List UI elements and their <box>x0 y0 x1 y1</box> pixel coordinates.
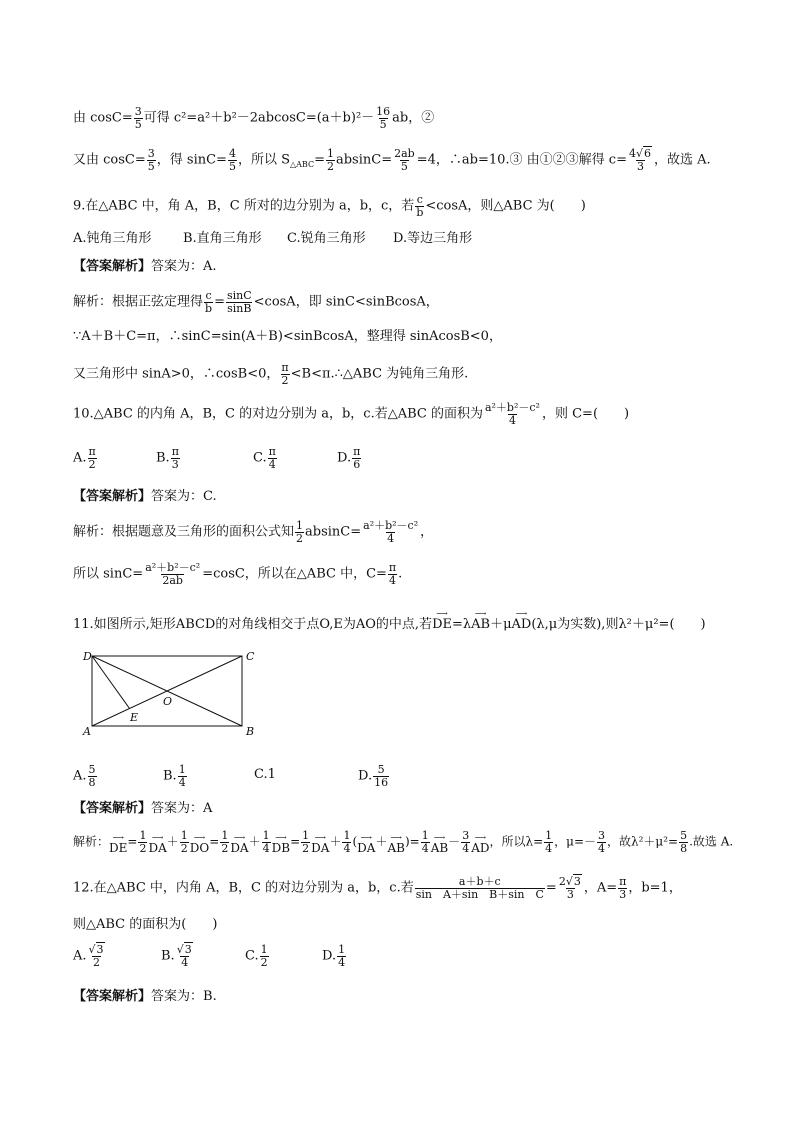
fraction <box>134 106 143 130</box>
answer-tag: 【答案解析】 <box>73 489 152 504</box>
question-9 <box>73 194 586 218</box>
denominator: 4 <box>268 457 276 471</box>
radicand: 6 <box>643 147 651 160</box>
text: )= <box>404 834 420 849</box>
vector-arrow: ⟶ <box>151 833 164 843</box>
label-a: A <box>83 725 91 738</box>
fraction <box>461 830 470 854</box>
fraction <box>268 446 277 470</box>
fraction <box>88 446 97 470</box>
vector-label: DA <box>357 841 376 856</box>
option-b <box>163 764 188 788</box>
numerator: √3 <box>176 943 192 956</box>
numerator: 1 <box>221 829 229 842</box>
denominator: 5 <box>400 159 408 173</box>
vector <box>432 610 452 631</box>
radicand: 3 <box>573 875 581 888</box>
fraction <box>88 764 97 788</box>
fraction <box>178 764 187 788</box>
text: 解析：根据正弦定理得 <box>73 294 204 310</box>
text: <B<π.∴△ABC 为钝角三角形. <box>290 366 469 382</box>
text: ，则 C=( ) <box>541 406 630 422</box>
denominator: 3 <box>636 159 644 173</box>
vector-arrow: ⟶ <box>474 833 487 843</box>
text: 又三角形中 sinA>0，∴cosB<0， <box>73 366 280 382</box>
denominator: b <box>416 205 424 219</box>
question-12-line-2: 则△ABC 的面积为( ) <box>73 917 218 932</box>
vector <box>272 834 290 854</box>
fraction <box>226 290 253 314</box>
text: = <box>209 834 220 849</box>
fraction <box>228 148 237 172</box>
denominator: 4 <box>545 841 553 855</box>
fraction <box>88 944 106 968</box>
denominator: 4 <box>389 573 397 587</box>
vector-arrow: ⟶ <box>515 609 528 618</box>
option-d <box>358 764 390 788</box>
vector-arrow: ⟶ <box>360 833 373 843</box>
fraction <box>484 402 541 426</box>
text: ，A= <box>583 880 618 896</box>
vector-label: DE <box>432 617 452 632</box>
fraction <box>421 830 430 854</box>
numerator: 3 <box>134 105 142 118</box>
text: 又由 cosC= <box>73 152 146 168</box>
solution-9-line-3 <box>73 362 468 386</box>
denominator: 5 <box>147 159 155 173</box>
fraction <box>375 106 391 130</box>
numerator: 1 <box>180 829 188 842</box>
option-label: B. <box>156 450 170 466</box>
fraction <box>388 562 397 586</box>
denominator: 3 <box>619 887 627 901</box>
numerator: a²＋b²－c² <box>484 401 540 414</box>
fraction <box>171 446 180 470</box>
option-label: A. <box>73 948 87 964</box>
numerator: 1 <box>343 829 351 842</box>
text: = <box>214 294 225 310</box>
answer-text: 答案为：C. <box>151 489 217 504</box>
radicand: 3 <box>96 943 104 956</box>
text: 解析： <box>73 834 110 849</box>
vector-arrow: ⟶ <box>275 833 287 843</box>
vector <box>387 834 404 854</box>
option-b <box>156 446 181 470</box>
text: 10.△ABC 的内角 A，B，C 的对边分别为 a，b，c.若△ABC 的面积为 <box>73 406 483 422</box>
text: ，所以λ= <box>489 834 544 849</box>
denominator: b <box>205 301 213 315</box>
denominator: 2 <box>281 373 289 387</box>
answer-10 <box>73 490 217 503</box>
fraction <box>544 830 553 854</box>
answer-11 <box>73 802 212 815</box>
denominator: 4 <box>508 413 516 427</box>
coefficient: 4 <box>628 147 636 160</box>
numerator: 16 <box>376 105 391 118</box>
answer-text: 答案为：B. <box>151 989 217 1004</box>
vector-arrow: ⟶ <box>233 833 246 843</box>
text: 9.在△ABC 中，角 A，B，C 所对的边分别为 a，b，c，若 <box>73 198 415 214</box>
denominator: 2 <box>221 841 229 855</box>
option-label: A. <box>73 450 87 466</box>
vector-label: AD <box>511 617 532 632</box>
fraction <box>415 194 424 218</box>
option-label: D. <box>322 948 337 964</box>
vector <box>471 610 490 631</box>
vector-label: AD <box>471 841 490 856</box>
answer-text: 答案为：A <box>151 801 213 816</box>
option-c: C.锐角三角形 <box>287 231 366 246</box>
vector-arrow: ⟶ <box>314 833 327 843</box>
numerator: sinC <box>226 289 252 302</box>
text: =cosC，所以在△ABC 中，C= <box>202 566 387 582</box>
vector-arrow: ⟶ <box>112 833 124 843</box>
numerator: c <box>205 289 212 302</box>
denominator: 4 <box>387 531 395 545</box>
subscript: △ABC <box>290 160 315 170</box>
fraction <box>362 520 419 544</box>
numerator: 1 <box>338 943 346 956</box>
option-a <box>73 446 98 470</box>
question-10 <box>73 402 629 426</box>
text: = <box>127 834 138 849</box>
fraction <box>147 148 156 172</box>
denominator: 4 <box>262 841 270 855</box>
option-label: C. <box>245 948 259 964</box>
fraction <box>144 562 201 586</box>
denominator: 2 <box>139 841 147 855</box>
option-label: C. <box>253 450 267 466</box>
option-c <box>245 944 270 968</box>
numerator: 1 <box>545 829 553 842</box>
text: . <box>398 566 403 582</box>
fraction <box>262 830 271 854</box>
denominator: 4 <box>181 955 189 969</box>
vector <box>311 834 329 854</box>
text: 11.如图所示,矩形ABCD的对角线相交于点O,E为AO的中点,若 <box>73 617 433 632</box>
fraction <box>352 446 361 470</box>
solution-line-cos <box>73 106 434 130</box>
denominator: 5 <box>379 117 387 131</box>
fraction <box>326 148 335 172</box>
numerator: 1 <box>139 829 147 842</box>
numerator: √3 <box>88 943 104 956</box>
text: ，b=1， <box>628 880 682 896</box>
text: =λ <box>451 617 472 632</box>
numerator: 3 <box>147 147 155 160</box>
fraction <box>176 944 194 968</box>
radicand: 3 <box>184 943 192 956</box>
fraction <box>138 830 147 854</box>
option-a <box>73 764 98 788</box>
denominator: 3 <box>171 457 179 471</box>
rectangle-figure <box>80 648 260 740</box>
text: － <box>448 834 461 849</box>
text: ＋μ <box>490 617 512 632</box>
numerator: π <box>281 361 289 374</box>
text: <cosA，则△ABC 为( ) <box>425 198 586 214</box>
text: = <box>314 152 325 168</box>
denominator: 4 <box>421 841 429 855</box>
fraction <box>220 830 229 854</box>
denominator: 2 <box>180 841 188 855</box>
option-label: D. <box>337 450 352 466</box>
solution-10-line-2 <box>73 562 402 586</box>
option-d: D.等边三角形 <box>393 231 473 246</box>
answer-9 <box>73 260 217 273</box>
numerator: 1 <box>302 829 310 842</box>
label-c: C <box>246 650 255 663</box>
text: 由 cosC= <box>73 110 133 126</box>
fraction <box>558 876 583 900</box>
text: 解析：根据题意及三角形的面积公式知 <box>73 524 295 540</box>
answer-tag: 【答案解析】 <box>73 801 152 816</box>
numerator: 5 <box>680 829 688 842</box>
label-d: D <box>83 650 92 663</box>
option-d <box>322 944 347 968</box>
option-d <box>337 446 362 470</box>
solution-10-line-1 <box>73 520 433 544</box>
option-label: B. <box>161 948 175 964</box>
vector <box>357 834 375 854</box>
text: <cosA，即 sinC<sinBcosA， <box>253 294 439 310</box>
denominator: sinB <box>227 301 252 315</box>
fraction <box>295 520 304 544</box>
text: ( <box>352 834 358 849</box>
answer-tag: 【答案解析】 <box>73 989 152 1004</box>
text: ，μ=－ <box>554 834 597 849</box>
fraction <box>342 830 351 854</box>
numerator: 1 <box>421 829 429 842</box>
fraction <box>618 876 627 900</box>
denominator: 2 <box>260 955 268 969</box>
denominator: 3 <box>566 887 574 901</box>
denominator: sin A＋sin B＋sin C <box>415 887 544 901</box>
vector-label: DO <box>189 841 210 856</box>
numerator: 1 <box>262 829 270 842</box>
denominator: 4 <box>338 955 346 969</box>
solution-9-line-1 <box>73 290 439 314</box>
vector <box>109 834 127 854</box>
numerator: 1 <box>178 763 186 776</box>
denominator: 2 <box>88 457 96 471</box>
vector-label: AB <box>387 841 405 856</box>
answer-text: 答案为：A. <box>151 259 217 274</box>
fraction <box>393 148 416 172</box>
option-label: D. <box>358 768 373 784</box>
vector <box>512 610 532 631</box>
fraction <box>337 944 346 968</box>
denominator: 2 <box>326 159 334 173</box>
numerator: 1 <box>326 147 334 160</box>
label-o: O <box>163 695 173 708</box>
numerator: 5 <box>88 763 96 776</box>
text: ＋ <box>248 834 261 849</box>
numerator: a＋b＋c <box>458 875 501 888</box>
vector <box>230 834 248 854</box>
solution-11 <box>73 830 733 854</box>
numerator: π <box>88 445 96 458</box>
denominator: 4 <box>462 841 470 855</box>
denominator: 4 <box>343 841 351 855</box>
fraction <box>628 148 653 172</box>
option-label: A. <box>73 768 87 784</box>
text: = <box>545 880 557 896</box>
label-b: B <box>246 725 255 738</box>
coefficient: 2 <box>558 875 566 888</box>
vector-label: AB <box>471 617 491 632</box>
answer-12 <box>73 990 217 1003</box>
vector <box>471 834 489 854</box>
denominator: 16 <box>374 775 389 789</box>
numerator: a²＋b²－c² <box>145 561 201 574</box>
denominator: 5 <box>228 159 236 173</box>
fraction <box>301 830 310 854</box>
solution-9-line-2: ∵A＋B＋C=π，∴sinC=sin(A＋B)<sinBcosA，整理得 sinAcosB<0， <box>73 329 502 344</box>
text: 12.在△ABC 中，内角 A，B，C 的对边分别为 a，b，c.若 <box>73 880 414 896</box>
vector-arrow: ⟶ <box>193 833 206 843</box>
text: 可得 c²=a²＋b²－2abcosC=(a＋b)²－ <box>143 110 375 126</box>
denominator: 4 <box>178 775 186 789</box>
denominator: 2 <box>93 955 101 969</box>
option-b <box>161 944 195 968</box>
text: = <box>290 834 301 849</box>
numerator: 3 <box>598 829 606 842</box>
option-a: A.钝角三角形 <box>73 231 152 246</box>
denominator: 4 <box>598 841 606 855</box>
numerator: 4 <box>228 147 236 160</box>
text: (λ,μ为实数),则λ²＋μ²=( ) <box>531 617 706 632</box>
vector-label: DA <box>148 841 167 856</box>
numerator: a²＋b²－c² <box>363 519 419 532</box>
numerator: π <box>388 561 397 574</box>
vector-label: DA <box>311 841 330 856</box>
denominator: 2 <box>302 841 310 855</box>
text: ab，② <box>392 110 435 126</box>
numerator: π <box>353 445 361 458</box>
answer-tag: 【答案解析】 <box>73 259 152 274</box>
text: absinC= <box>305 524 362 540</box>
vector-label: AB <box>430 841 449 856</box>
fraction <box>597 830 606 854</box>
text: ，所以 S <box>237 152 290 168</box>
numerator: 1 <box>260 943 268 956</box>
label-e: E <box>130 711 139 724</box>
segment-de <box>92 656 130 709</box>
vector-label: DA <box>230 841 249 856</box>
denominator: 5 <box>134 117 142 131</box>
fraction <box>204 290 213 314</box>
text: ＋ <box>166 834 179 849</box>
fraction <box>260 944 269 968</box>
denominator: 8 <box>680 841 688 855</box>
text: .故选 A. <box>689 834 734 849</box>
solution-line-sin <box>73 148 711 172</box>
vector <box>431 834 448 854</box>
fraction <box>373 764 389 788</box>
option-a <box>73 944 107 968</box>
vector-label: DB <box>271 841 291 856</box>
text: ，故选 A. <box>653 152 711 168</box>
vector-arrow: ⟶ <box>390 833 402 843</box>
vector-label: DE <box>109 841 128 856</box>
numerator: 3 <box>462 829 470 842</box>
denominator: 2 <box>296 531 304 545</box>
numerator: 5 <box>377 763 385 776</box>
numerator: 1 <box>296 519 304 532</box>
numerator: π <box>268 445 276 458</box>
question-11 <box>73 610 706 631</box>
fraction <box>415 876 545 900</box>
denominator: 2ab <box>162 573 183 587</box>
vector-arrow: ⟶ <box>436 609 448 618</box>
numerator: π <box>171 445 179 458</box>
vector <box>190 834 209 854</box>
fraction <box>180 830 189 854</box>
vector <box>148 834 166 854</box>
fraction <box>280 362 289 386</box>
text: ，得 sinC= <box>156 152 227 168</box>
denominator: 8 <box>88 775 96 789</box>
vector-arrow: ⟶ <box>474 609 487 618</box>
numerator: c <box>416 193 423 206</box>
text: ＋ <box>375 834 388 849</box>
vector-arrow: ⟶ <box>433 833 446 843</box>
text: ＋ <box>329 834 342 849</box>
option-b: B.直角三角形 <box>183 231 262 246</box>
numerator: 2√3 <box>558 875 581 888</box>
fraction <box>679 830 688 854</box>
option-c: C.1 <box>254 767 276 782</box>
option-c <box>253 446 278 470</box>
text: 所以 sinC= <box>73 566 144 582</box>
numerator: 4√6 <box>628 147 651 160</box>
numerator: 2ab <box>394 147 415 160</box>
text: =4，∴ab=10.③ 由①②③解得 c= <box>416 152 627 168</box>
text: absinC= <box>335 152 393 168</box>
option-label: B. <box>163 768 177 784</box>
question-12 <box>73 876 682 900</box>
text: ，故λ²＋μ²= <box>607 834 679 849</box>
text: ， <box>420 524 434 540</box>
denominator: 6 <box>353 457 361 471</box>
numerator: π <box>619 875 627 888</box>
